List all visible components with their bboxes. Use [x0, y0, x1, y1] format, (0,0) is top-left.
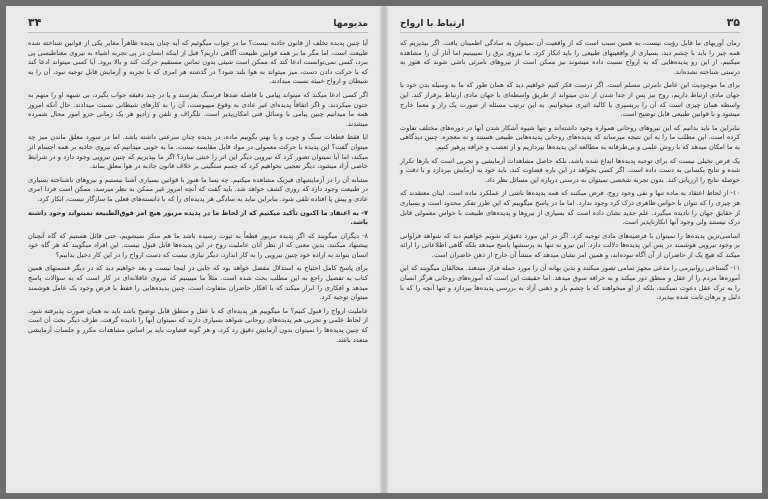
right-paragraph-5: ۱۰- از لحاظ اعتقاد به ماده تنها و نفی وجود روح، فرض میکنند که همه پدیده‌ها ناشی از عملکرد ماده است. اینان معتقدند که هر چیزی را که نتوان با حواس ظاهری درک کرد وجود ندارد. اما ما در پاسخ میگوییم که این طرز تفکر محدود است و بسیاری از حقایق جهان را نادیده میگیرد. علم جدید نشان داده است که بسیاری از نیروها و پدیده‌های طبیعت با حواس معمولی قابل درک نیستند ولی وجود آنها انکارناپذیر است. — [400, 189, 740, 227]
left-running-head: مدیومها — [333, 19, 368, 29]
left-paragraph-2: اگر کسی ادعا میکند که میتواند پیامی با فاصله صدها فرسنگ بفرستد و یا در چند دقیقه جواب بگیرد، بی شبهه او را متهم به جنون میکردند. و اگر اتفاقاً پدیده‌ای غیر عادی به وقوع میپیوست، آن را به کارهای شیطانی نسبت میدادند. حال آنکه امروز همه ما میدانیم چنین پیامی با وسائل فنی امکان‌پذیر است. تلگراف و تلفن و رادیو هر یک زمانی جزو امور محال شمرده میشدند. — [28, 90, 368, 128]
left-page-number: ۳۴ — [28, 16, 42, 29]
right-paragraph-1: زمان آوریهای ما قابل رؤیت نیست، به همین سبب است که از واقعیت آن نمیتوان به سادگی اطمینان یافت. اگر بپذیریم که همه چیز را باید با چشم دید، بسیاری از واقعیتهای طبیعی را باید انکار کرد. ما نیروی برق را نمیبینیم اما آثار آن را مشاهده میکنیم. از این رو پدیده‌هایی که به ارواح نسبت داده میشوند نیز ممکن است از نیروهای نامرئی ناشی شوند که هنوز به درستی شناخته نشده‌اند. — [400, 39, 740, 76]
right-page-header — [400, 16, 740, 33]
book-spread — [6, 6, 762, 493]
left-paragraph-1: آیا چنین پدیده تخلف از قانون جاذبه نیست؟ ما در جواب میگوئیم که آیه چنان پدیده ظاهراً مغایر یکی از قوانین شناخته شده طبیعت است، اما مگر ما بر همه قوانین طبیعت آگاهی داریم؟ قبل از اینکه انسان در پی تجربه اشیاء به نیروی مغناطیسی پی ببرد، کسی نمی‌توانست ادعا کند که ممکن است شیئی بدون تماس مستقیم حرکت کند و بالا برود. آیا کسی میتواند ادعا کند که با حرکت دادن دست، میز میتواند به هوا بلند شود؟ در گذشته هر امری که با تجربه و آزمایش قابل توجیه نبود، آن را به شیطان و ارواح خبیثه نسبت میدادند. — [28, 39, 368, 86]
left-paragraph-3: ایا فقط قطعات سنگ و چوب و یا بهتر بگوییم ماده، در پدیده چنان سرعتی داشته باشد. اما در سورد معلق ماندن میز چه میتوان گفت؟ این پدیده با حرکت معمولی در مواد قابل مقایسه نیست. ما به خوبی میدانیم که نیروی جاذبه بر همه اجسام اثر میکند، اما آیا نمیتوان تصور کرد که نیرویی دیگر این اثر را خنثی سازد؟ اگر ما بپذیریم که چنین نیرویی وجود دارد و در شرایط خاصی آزاد میشود، دیگر تعجبی نخواهیم کرد که جسم سنگینی بر خلاف قانون جاذبه در هوا معلق بماند. — [28, 133, 368, 171]
left-paragraph-6: ۸- دیگران میگویند که اگر پدیده مزبور قطعاً به ثبوت رسیده باشد ما هم منکر نمیشویم، حتی قائل هستیم که گاه آنچنان پیشنهاد میکنند. بدین معنی که از نظر آنان عاملیت روح در این پدیده‌ها قابل قبول نیست. این افراد میگویند که هر گاه خود انسان بتواند به اراده خود چنین نیرویی را به کار اندازد، دیگر نیازی نیست که دست ارواح را در این کار دخیل بدانیم؟ — [28, 231, 368, 259]
right-paragraph-2: برای ما موجودیت این عامل نامرئی مسلم است. اگر درست فکر کنیم خواهیم دید که همان طور که ما به وسیله بدن خود با جهان مادی ارتباط داریم، روح نیز پس از جدا شدن از بدن میتواند از طریق واسطه‌ای با جهان مادی ارتباط برقرار کند. این واسطه همان چیزی است که آن را پریسپری یا کالبد اثیری میخوانیم. به این ترتیب مسئله از صورت یک راز و معما خارج میشود و با قوانین طبیعی قابل توضیح است. — [400, 81, 740, 119]
left-paragraph-8: عاملیت ارواح را قبول کنیم؟ ما میگوییم هر پدیده‌ای که با عقل و منطق قابل توضیح باشد باید به همان صورت پذیرفته شود. از لحاظ علمی و تجربی هم پدیده‌های روحانی شواهد بسیاری دارند که نمیتوان آنها را نادیده گرفت. طرف دیگر بحث آن است که چنین پدیده‌ها را نمیتوان بدون آزمایش دقیق رد کرد، و هر گونه قضاوت باید بر اساس مشاهدات مکرر و جلسات آزمایشی متعدد باشد. — [28, 306, 368, 344]
right-paragraph-7: ۱۱- گستاخی روانیزمی را مدعی مجهز تمامی تصور میکنند و بدین بهانه آن را مورد حمله قرار میدهند. مخالفان میگویند که این آموزه‌ها مردم را از عقل و منطق دور میکند و به خرافه سوق میدهد. اما حقیقت این است که آموزه‌های روحانی هرگز انسان را به ترک عقل دعوت نمیکنند، بلکه از او میخواهند که با چشم باز و ذهنی آزاد به بررسی پدیده‌ها بپردازد و تنها آنچه را که با دلیل و برهان ثابت شده بپذیرد. — [400, 264, 740, 302]
left-paragraph-4: مشابه آن را در آزمایشهای فیزیک مشاهده میکنیم. چه بسا ما هنوز با قوانین بسیاری آشنا نیستیم و نیروهای ناشناخته بسیاری در طبیعت وجود دارد که روزی کشف خواهد شد. باید گفت که آنچه امروز غیر ممکن به نظر میرسد، ممکن است فردا امری عادی و پیش پا افتاده تلقی شود. بنابراین نباید به سادگی هر پدیده‌ای را که با دانسته‌های فعلی ما سازگار نیست، انکار کرد. — [28, 175, 368, 203]
left-page — [6, 6, 382, 493]
right-page-number: ۳۵ — [726, 16, 740, 29]
left-paragraph-5: ۷- به اعتقاد ما اکنون تأکید میکنیم که از لحاظ ما در پدیده مزبور هیچ امر فوق‌الطبیعه نمیتواند وجود داشته باشد. — [28, 208, 368, 227]
left-page-header — [28, 16, 368, 33]
right-paragraph-6: اساسی‌ترین پدیده‌ها را نمیتوان با فرضیه‌های مادی توجیه کرد. اگر در این مورد دقیق‌تر شویم خواهیم دید که شواهد فراوانی بر وجود نیرویی هوشمند در پس این پدیده‌ها دلالت دارد. این نیرو نه تنها به پرسشها پاسخ میدهد بلکه گاهی اطلاعاتی را ارائه میکند که هیچ یک از حاضران از آن آگاه نبوده‌اند، و همین امر نشان میدهد که منشأ آن خارج از ذهن حاضران است. — [400, 231, 740, 259]
right-paragraph-3: بنابراین ما باید بدانیم که این نیروهای روحانی همواره وجود داشته‌اند و تنها شیوه آشکار شدن آنها در دوره‌های مختلف تفاوت کرده است. این مطلب ما را به این نتیجه میرساند که پدیده‌های روحانی پدیده‌هایی طبیعی هستند و نه معجزه. چنین دیدگاهی به ما امکان میدهد که با روش علمی و بی‌طرفانه به مطالعه این پدیده‌ها بپردازیم و از تعصب و خرافه پرهیز کنیم. — [400, 123, 740, 151]
left-paragraph-7: برای پاسخ کامل احتیاج به استدلال مفصل خواهد بود که جایی در اینجا نیست و بعد خواهیم دید که در دیگر قسمتهای همین کتاب به تفصیل راجع به این مطلب بحث شده است. مثلاً ما میبینیم که نیروی عاقلانه‌ای در کار است که به سؤالات پاسخ میدهد و افکاری را ابراز میکند که با افکار حاضران متفاوت است. چنین پدیده‌هایی را فقط با فرض وجود یک عامل هوشمند میتوان توجیه کرد. — [28, 264, 368, 302]
right-page — [386, 6, 762, 493]
right-running-head: ارتباط با ارواح — [400, 19, 465, 29]
right-paragraph-4: یک فرض تخیلی نیست که برای توجیه پدیده‌ها ابداع شده باشد، بلکه حاصل مشاهدات آزمایشی و تجربی است که بارها تکرار شده و نتایج یکسانی به دست داده است. اگر کسی بخواهد در این باره قضاوت کند، باید خود به آزمایش بپردازد و با دقت و حوصله نتایج را ارزیابی کند. بدون تجربه شخصی نمیتوان به درستی درباره این مسائل نظر داد. — [400, 156, 740, 184]
